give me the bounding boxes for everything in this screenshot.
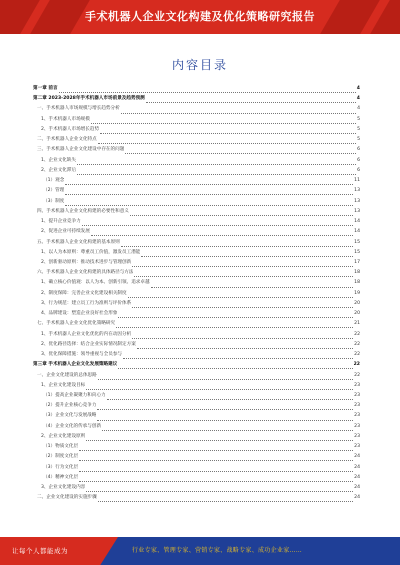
toc-entry-page: 22 xyxy=(353,362,360,368)
toc-entry-label: 一、企业文化建设的总体思路 xyxy=(37,372,97,378)
toc-entry-page: 13 xyxy=(354,188,360,194)
toc-leader-dots xyxy=(125,153,356,154)
toc-leader-dots xyxy=(91,235,353,236)
toc-leader-dots xyxy=(151,287,354,288)
toc-entry-label: 七、手术机器人企业文化优化策略研究 xyxy=(37,321,116,327)
toc-leader-dots xyxy=(100,133,356,134)
toc-entry-label: （2）制度文化层 xyxy=(43,454,79,460)
toc-entry-page: 14 xyxy=(354,219,360,225)
toc-entry[interactable] xyxy=(33,422,360,432)
toc-entry-label: 2、制度保障：完善企业文化建设相关制度 xyxy=(41,290,127,296)
toc-leader-dots xyxy=(132,307,353,308)
toc-entry[interactable] xyxy=(33,371,360,381)
toc-leader-dots xyxy=(97,420,353,421)
toc-entry[interactable] xyxy=(33,330,360,340)
toc-entry[interactable] xyxy=(33,391,360,401)
toc-entry[interactable] xyxy=(33,207,360,217)
top-banner xyxy=(0,0,400,34)
toc-entry-label: 六、手术机器人企业文化构建的具体路径与方法 xyxy=(37,270,134,276)
toc-entry[interactable] xyxy=(33,238,360,248)
toc-entry-page: 23 xyxy=(354,403,360,409)
toc-entry[interactable] xyxy=(33,104,360,114)
toc-entry[interactable] xyxy=(33,197,360,207)
toc-leader-dots xyxy=(77,174,356,175)
toc-entry-page: 23 xyxy=(354,444,360,450)
toc-leader-dots xyxy=(77,164,356,165)
toc-entry[interactable] xyxy=(33,156,360,166)
toc-entry-page: 6 xyxy=(357,167,360,173)
toc-leader-dots xyxy=(146,102,356,103)
toc-entry-page: 24 xyxy=(354,464,360,470)
toc-entry-label: （1）提高企业凝聚力和向心力 xyxy=(43,393,106,399)
toc-leader-dots xyxy=(65,194,353,195)
toc-entry[interactable] xyxy=(33,268,360,278)
toc-entry[interactable] xyxy=(33,381,360,391)
toc-entry-page: 24 xyxy=(354,485,360,491)
toc-entry-page: 20 xyxy=(354,311,360,317)
toc-entry-page: 24 xyxy=(354,495,360,501)
toc-entry-label: 2、促进企业可持续发展 xyxy=(41,229,90,235)
toc-entry-page: 4 xyxy=(356,85,360,91)
toc-entry[interactable] xyxy=(33,463,360,473)
toc-entry-label: （3）制度 xyxy=(43,198,65,204)
toc-entry-label: 三、手术机器人企业文化建设中存在的问题 xyxy=(37,147,125,153)
toc-leader-dots xyxy=(123,358,353,359)
toc-entry[interactable] xyxy=(33,360,360,370)
toc-entry-label: 2、企业文化滞后 xyxy=(41,167,77,173)
toc-entry-label: 第三章 手术机器人企业文化发展策略建议 xyxy=(33,362,118,368)
toc-entry[interactable] xyxy=(33,412,360,422)
toc-entry[interactable] xyxy=(33,299,360,309)
toc-leader-dots xyxy=(107,399,353,400)
toc-entry[interactable] xyxy=(33,125,360,135)
toc-entry-label: 第二章 2023-2028年手术机器人市场前景及趋势预测 xyxy=(33,96,145,102)
toc-leader-dots xyxy=(137,348,353,349)
toc-entry-label: 2、优化路径选择：结合企业实际情况制定方案 xyxy=(41,341,136,347)
toc-entry-page: 23 xyxy=(354,433,360,439)
toc-entry-label: 二、企业文化建设的实施步骤 xyxy=(37,495,97,501)
toc-entry-label: 1、提升企业竞争力 xyxy=(41,219,81,225)
toc-entry-label: 3、行为规范：建立员工行为准则与评价体系 xyxy=(41,300,132,306)
toc-entry-page: 4 xyxy=(356,96,360,102)
toc-entry-page: 4 xyxy=(357,106,360,112)
toc-leader-dots xyxy=(141,256,353,257)
toc-entry-label: 1、手术机器人企业文化优化的内在动因分析 xyxy=(41,331,132,337)
toc-leader-dots xyxy=(98,501,353,502)
toc-entry-label: 一、手术机器人市场规模与增长趋势分析 xyxy=(37,106,120,112)
toc-entry-page: 22 xyxy=(354,331,360,337)
toc-entry-page: 24 xyxy=(354,454,360,460)
toc-entry-label: 1、企业文化建设目标 xyxy=(41,382,86,388)
toc-entry-label: 1、确立核心价值观：以人为本、创新引领、追求卓越 xyxy=(41,280,150,286)
toc-entry[interactable] xyxy=(33,432,360,442)
toc-entry-page: 22 xyxy=(354,352,360,358)
toc-entry-label: （1）物质文化层 xyxy=(43,444,79,450)
toc-entry[interactable] xyxy=(33,166,360,176)
toc-entry-page: 24 xyxy=(354,474,360,480)
toc-entry-label: 2、手术机器人市场增长趋势 xyxy=(41,126,100,132)
toc-entry[interactable] xyxy=(33,186,360,196)
toc-leader-dots xyxy=(79,450,353,451)
toc-entry[interactable] xyxy=(33,217,360,227)
toc-leader-dots xyxy=(65,205,353,206)
toc-leader-dots xyxy=(65,184,353,185)
toc-entry-label: （1）观念 xyxy=(43,178,65,184)
toc-entry[interactable] xyxy=(33,309,360,319)
toc-heading: 内容目录 xyxy=(171,58,228,72)
toc-entry[interactable] xyxy=(33,473,360,483)
toc-entry-page: 5 xyxy=(357,116,360,122)
toc-entry[interactable] xyxy=(33,493,360,503)
toc-entry-label: （4）精神文化层 xyxy=(43,474,79,480)
toc-entry-label: 2、企业文化建设原则 xyxy=(41,433,86,439)
toc-entry-page: 18 xyxy=(354,280,360,286)
toc-leader-dots xyxy=(86,440,353,441)
toc-entry-label: 四、手术机器人企业文化构建的必要性和意义 xyxy=(37,208,129,214)
toc-leader-dots xyxy=(91,123,356,124)
toc-entry[interactable] xyxy=(33,227,360,237)
toc-leader-dots xyxy=(98,379,353,380)
toc-entry-page: 19 xyxy=(354,290,360,296)
toc-leader-dots xyxy=(97,409,353,410)
toc-entry-page: 13 xyxy=(354,198,360,204)
toc-entry-label: 2、创新驱动原则：推动技术进步与管理创新 xyxy=(41,259,132,265)
toc-leader-dots xyxy=(121,113,356,114)
toc-leader-dots xyxy=(59,92,356,93)
toc-leader-dots xyxy=(128,297,354,298)
toc-entry[interactable] xyxy=(33,452,360,462)
toc-entry-page: 21 xyxy=(354,321,360,327)
toc-entry-page: 6 xyxy=(357,157,360,163)
toc-entry-page: 14 xyxy=(354,229,360,235)
toc-leader-dots xyxy=(118,368,352,369)
toc-entry-page: 23 xyxy=(354,413,360,419)
toc-entry[interactable] xyxy=(33,278,360,288)
toc-entry-label: 3、企业文化建设内容 xyxy=(41,485,86,491)
toc-leader-dots xyxy=(98,143,356,144)
toc-entry-page: 15 xyxy=(354,249,360,255)
toc-leader-dots xyxy=(79,471,353,472)
toc-entry[interactable] xyxy=(33,319,360,329)
toc-entry[interactable] xyxy=(33,442,360,452)
toc-leader-dots xyxy=(102,430,353,431)
toc-entry[interactable] xyxy=(33,115,360,125)
toc-leader-dots xyxy=(79,460,353,461)
toc-entry[interactable] xyxy=(33,135,360,145)
toc-entry-label: 1、手术机器人市场规模 xyxy=(41,116,90,122)
footer-slogan: 让每个人都能成为 xyxy=(12,547,68,555)
bottom-banner xyxy=(0,537,400,565)
toc-entry-page: 18 xyxy=(354,270,360,276)
toc-entry-page: 22 xyxy=(354,372,360,378)
toc-leader-dots xyxy=(82,225,353,226)
toc-entry[interactable] xyxy=(33,145,360,155)
toc-entry[interactable] xyxy=(33,340,360,350)
toc-entry[interactable] xyxy=(33,350,360,360)
toc-entry-label: 3、优化保障措施：领导重视与全员参与 xyxy=(41,352,123,358)
toc-leader-dots xyxy=(121,246,353,247)
toc-entry-label: （3）企业文化与发展战略 xyxy=(43,413,97,419)
toc-entry[interactable] xyxy=(33,84,360,94)
toc-entry[interactable] xyxy=(33,289,360,299)
toc-entry-label: 1、企业文化缺失 xyxy=(41,157,77,163)
toc-entry[interactable] xyxy=(33,94,360,104)
toc-entry-page: 15 xyxy=(354,239,360,245)
toc-entry-page: 23 xyxy=(354,382,360,388)
toc-entry-label: 二、手术机器人企业文化特点 xyxy=(37,137,97,143)
toc-entry-page: 20 xyxy=(354,300,360,306)
toc-leader-dots xyxy=(118,317,353,318)
toc-leader-dots xyxy=(86,389,353,390)
toc-leader-dots xyxy=(79,481,353,482)
toc-entry-label: 4、品牌建设：塑造企业良好社会形象 xyxy=(41,311,118,317)
toc-entry-page: 5 xyxy=(357,137,360,143)
toc-leader-dots xyxy=(116,327,353,328)
toc-entry-page: 17 xyxy=(354,259,360,265)
toc-leader-dots xyxy=(86,491,353,492)
report-title: 手术机器人企业文化构建及优化策略研究报告 xyxy=(85,10,315,23)
toc-entry[interactable] xyxy=(33,176,360,186)
toc-entry-page: 6 xyxy=(357,147,360,153)
toc-entry-page: 13 xyxy=(354,208,360,214)
toc-entry[interactable] xyxy=(33,258,360,268)
toc-leader-dots xyxy=(134,276,353,277)
toc-entry-page: 11 xyxy=(354,178,360,184)
toc-entry-label: （2）提升企业核心竞争力 xyxy=(43,403,97,409)
toc-entry[interactable] xyxy=(33,248,360,258)
toc-entry-page: 5 xyxy=(357,126,360,132)
toc-entry[interactable] xyxy=(33,483,360,493)
toc-entry-label: （3）行为文化层 xyxy=(43,464,79,470)
toc-entry-label: （2）管理 xyxy=(43,188,65,194)
toc-entry-label: 第一章 前言 xyxy=(33,85,58,91)
toc-leader-dots xyxy=(130,215,353,216)
toc-entry-label: 五、手术机器人企业文化构建的基本原则 xyxy=(37,239,120,245)
table-of-contents xyxy=(33,84,360,504)
toc-entry[interactable] xyxy=(33,401,360,411)
toc-entry-page: 23 xyxy=(354,393,360,399)
toc-entry-label: （4）企业文化的传承与创新 xyxy=(43,423,102,429)
toc-leader-dots xyxy=(132,338,353,339)
toc-entry-label: 1、以人为本原则：尊重员工价值，激发员工潜能 xyxy=(41,249,141,255)
toc-entry-page: 23 xyxy=(354,423,360,429)
footer-roles: 行业专家、管理专家、营销专家、战略专家、成功企业家…… xyxy=(132,547,303,554)
toc-leader-dots xyxy=(132,266,353,267)
toc-entry-page: 22 xyxy=(354,341,360,347)
